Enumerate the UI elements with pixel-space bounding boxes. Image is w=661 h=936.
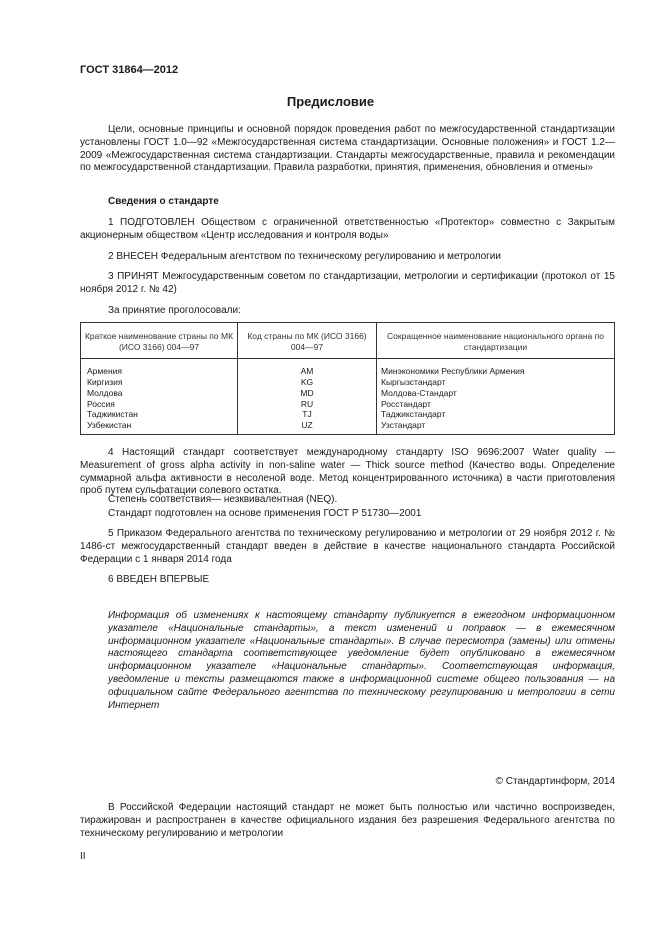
changes-info-note: Информация об изменениях к настоящему стандарту публикуется в ежегодном информационном указателе «Национальные стандарты», а текст изменений и поправок — в ежемесячном информационном указателе «Национальные стандарты». В случае пересмотра (замены) или отмены настоящего стандарта соответствующее уведомление будет опубликовано в ежемесячном информационном указателе «Национальные стандарты». Соответствующая информация, уведомление и тексты размещаются также в информационной системе общего пользования — на официальном сайте Федерального агентства по техническому регулированию и метрологии в сети Интернет [108, 610, 615, 711]
item-4-paragraph: 4 Настоящий стандарт соответствует международному стандарту ISO 9696:2007 Water quality — Measurement of gross alpha activity in non-saline water — Thick source method (Качество воды. Определение суммарной альфа активности в несоленой воде. Метод концентрированного источника) в части приготовления проб путем сульфатации солевого остатка. [80, 447, 615, 497]
country-code: TJ [238, 409, 377, 420]
country-name: Таджикистан [81, 409, 238, 420]
section-title: Сведения о стандарте [108, 196, 219, 207]
national-body: Узстандарт [377, 420, 615, 434]
country-name: Киргизия [81, 377, 238, 388]
page-number: II [80, 851, 86, 862]
country-code: AM [238, 359, 377, 377]
vote-intro: За принятие проголосовали: [108, 305, 241, 316]
table-row [81, 388, 615, 399]
voting-countries-table [80, 322, 615, 435]
table-row [81, 399, 615, 410]
item-4-degree: Степень соответствия— незквивалентная (NEQ). [108, 494, 338, 505]
country-name: Узбекистан [81, 420, 238, 434]
table-row [81, 359, 615, 377]
country-name: Армения [81, 359, 238, 377]
country-name: Молдова [81, 388, 238, 399]
page-title: Предисловие [286, 94, 375, 109]
country-code: MD [238, 388, 377, 399]
standard-code-header: ГОСТ 31864—2012 [80, 64, 179, 76]
item-1-paragraph: 1 ПОДГОТОВЛЕН Обществом с ограниченной ответственностью «Протектор» совместно с Закрытым акционерным обществом «Центр исследования и контроля воды» [80, 217, 615, 241]
table-row [81, 409, 615, 420]
header-country-code: Код страны по МК (ИСО 3166) 004—97 [238, 323, 377, 359]
national-body: Минэкономики Республики Армения [377, 359, 615, 377]
country-code: UZ [238, 420, 377, 434]
header-country-name: Краткое наименование страны по МК (ИСО 3166) 004—97 [81, 323, 238, 359]
table-row [81, 420, 615, 434]
intro-paragraph: Цели, основные принципы и основной порядок проведения работ по межгосударственной стандартизации установлены ГОСТ 1.0—92 «Межгосударственная система стандартизации. Основные положения» и ГОСТ 1.2—2009 «Межгосударственная система стандартизации. Стандарты межгосударственные, правила и рекомендации по межгосударственной стандартизации. Правила разработки, принятия, применения, обновления и отмены» [80, 124, 615, 174]
national-body: Кыргызстандарт [377, 377, 615, 388]
item-3-paragraph: 3 ПРИНЯТ Межгосударственным советом по стандартизации, метрологии и сертификации (протокол от 15 ноября 2012 г. № 42) [80, 271, 615, 295]
item-5-paragraph: 5 Приказом Федерального агентства по техническому регулированию и метрологии от 29 ноября 2012 г. № 1486-ст межгосударственный стандарт введен в действие в качестве национального стандарта Российской Федерации с 1 января 2014 года [80, 528, 615, 565]
national-body: Росстандарт [377, 399, 615, 410]
national-body: Молдова-Стандарт [377, 388, 615, 399]
item-6-paragraph: 6 ВВЕДЕН ВПЕРВЫЕ [108, 574, 210, 585]
country-code: KG [238, 377, 377, 388]
item-4-basis: Стандарт подготовлен на основе применения ГОСТ Р 51730—2001 [108, 508, 422, 519]
country-name: Россия [81, 399, 238, 410]
header-national-body: Сокращенное наименование национального органа по стандартизации [377, 323, 615, 359]
copyright-notice: © Стандартинформ, 2014 [495, 776, 615, 787]
table-row [81, 377, 615, 388]
national-body: Таджикстандарт [377, 409, 615, 420]
item-2-paragraph: 2 ВНЕСЕН Федеральным агентством по техническому регулированию и метрологии [108, 251, 501, 262]
country-code: RU [238, 399, 377, 410]
table-header-row [81, 323, 615, 359]
legal-notice: В Российской Федерации настоящий стандарт не может быть полностью или частично воспроизведен, тиражирован и распространен в качестве официального издания без разрешения Федерального агентства по техническому регулированию и метрологии [80, 802, 615, 839]
